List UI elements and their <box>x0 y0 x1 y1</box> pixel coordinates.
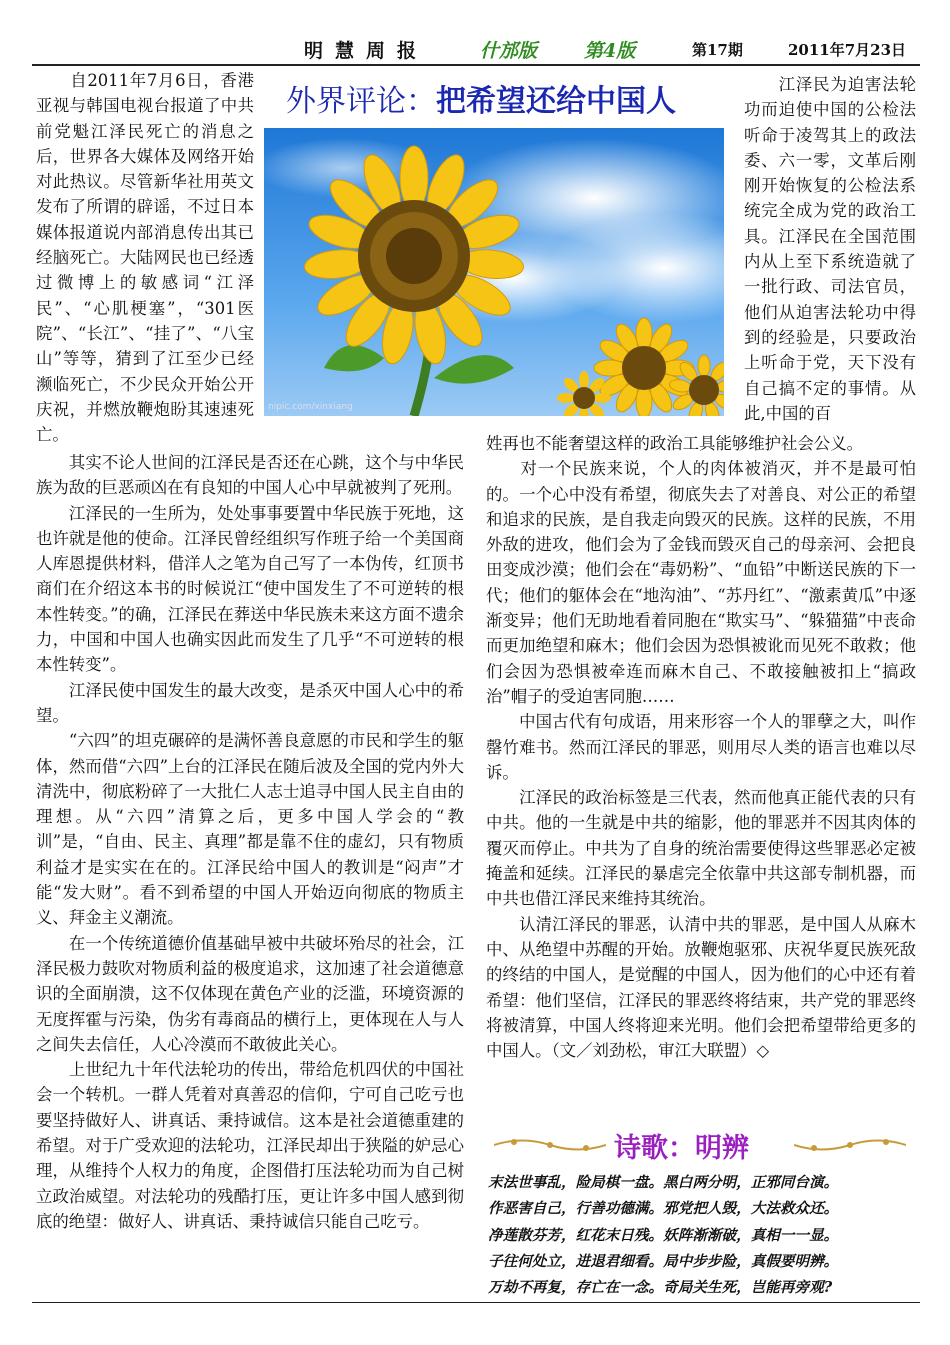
sunflower-photo <box>264 128 724 416</box>
poem-line: 末法世事乱，险局棋一盘。黑白两分明，正邪同台演。 <box>488 1174 839 1191</box>
title-prefix: 外界评论： <box>286 84 436 119</box>
ornament-left-icon <box>494 1136 606 1154</box>
article-intro-right: 江泽民为迫害法轮功而迫使中国的公检法听命于凌驾其上的政法委、六一零，文革后刚刚开始恢复的公检法系统完全成为党的政治工具。江泽民在全国范围内从上至下系统造就了一批行政、司法官员，他们从迫害法轮功中得到的经验是，只要政治上听命于党，天下没有自己搞不定的事情。从此,中国的百 <box>744 75 916 423</box>
newspaper-name: 明慧周报 <box>304 40 429 62</box>
issue-date: 2011年7月23日 <box>788 41 907 59</box>
poem-body <box>488 1170 918 1301</box>
poem-header <box>484 1126 916 1164</box>
title-main: 把希望还给中国人 <box>436 84 676 119</box>
poem-line: 净莲散芬芳，红花末日残。妖阵渐渐破，真相一一显。 <box>488 1226 839 1244</box>
article-body-left: 其实不论人世间的江泽民是否还在心跳，这个与中华民族为敌的巨恶顽凶在有良知的中国人心中早就被判了死刑。 江泽民的一生所为，处处事事要置中华民族于死地，这也许就是他的使命。江泽民曾经组织写作班子给一个美国商人库恩提供材料，借洋人之笔为自己写了一本伪传，红顶书商们在介绍这本书的时候说江“使中国发生了不可逆转的根本性转变。”的确，江泽民在葬送中华民族未来这方面不遗余力，中国和中国人也确实因此而发生了几乎“不可逆转的根本性转变”。 江泽民使中国发生的最大改变，是杀灭中国人心中的希望。 “六四”的坦克碾碎的是满怀善良意愿的市民和学生的躯体，然而借“六四”上台的江泽民在随后波及全国的党内外大清洗中，彻底粉碎了一大批仁人志士追寻中国人民主自由的理想。从“六四”清算之后，更多中国人学会的“教训”是，“自由、民主、真理”都是靠不住的虚幻，只有物质利益才是实实在在的。江泽民给中国人的教训是“闷声”才能“发大财”。看不到希望的中国人开始迈向彻底的物质主义、拜金主义潮流。 在一个传统道德价值基础早被中共破坏殆尽的社会，江泽民极力鼓吹对物质利益的极度追求，这加速了社会道德意识的全面崩溃，这不仅体现在黄色产业的泛滥，环境资源的无度挥霍与污染，伪劣有毒商品的横行上，更体现在人与人之间失去信任，人心冷漠而不敢彼此关心。 上世纪九十年代法轮功的传出，带给危机四伏的中国社会一个转机。一群人凭着对真善忍的信仰，宁可自己吃亏也要坚持做好人、讲真话、秉持诚信。这本是社会道德重建的希望。对于广受欢迎的法轮功，江泽民却出于狭隘的妒忌心理，从维持个人权力的角度，企图借打压法轮功而为自己树立政治威望。对法轮功的残酷打压，更让许多中国人感到彻底的绝望：做好人、讲真话、秉持诚信只能自己吃亏。 <box>36 453 464 1231</box>
edition-label: 什邡版 <box>480 40 538 62</box>
photo-watermark: nipic.com/xinxiang <box>268 402 353 412</box>
ornament-right-icon <box>794 1136 906 1154</box>
poem-title: 诗歌：明辨 <box>614 1133 749 1164</box>
poem-line: 子往何处立，进退君细看。局中步步险，真假要明辨。 <box>488 1252 839 1270</box>
article-body-right: 姓再也不能奢望这样的政治工具能够维护社会公义。 对一个民族来说，个人的肉体被消灭，并不是最可怕的。一个心中没有希望，彻底失去了对善良、对公正的希望和追求的民族，是自我走向毁灭的民族。这样的民族，不用外敌的进攻，他们会为了金钱而毁灭自己的母亲河、会把良田变成沙漠；他们会在“毒奶粉”、“血铅”中断送民族的下一代；他们的躯体会在“地沟油”、“苏丹红”、“激素黄瓜”中逐渐变异；他们无助地看着同胞在“欺实马”、“躲猫猫”中丧命而更加绝望和麻木；他们会因为恐惧被讹而见死不敢救；他们会因为恐惧被牵连而麻木自己、不敢接触被扣上“搞政治”帽子的受迫害同胞…… 中国古代有句成语，用来形容一个人的罪孽之大，叫作罄竹难书。然而江泽民的罪恶，则用尽人类的语言也难以尽诉。 江泽民的政治标签是三代表，然而他真正能代表的只有中共。他的一生就是中共的缩影，他的罪恶并不因其肉体的覆灭而停止。中共为了自身的统治需要使得这些罪恶必定被掩盖和延续。江泽民的暴虐完全依靠中共这部专制机器，而中共也借江泽民来维持其统治。 认清江泽民的罪恶，认清中共的罪恶，是中国人从麻木中、从绝望中苏醒的开始。放鞭炮驱邪、庆祝华夏民族死敌的终结的中国人，是觉醒的中国人，因为他们的心中还有着希望：他们坚信，江泽民的罪恶终将结束，共产党的罪恶终将被清算，中国人终将迎来光明。他们会把希望带给更多的中国人。（文／刘劲松，审江大联盟）◇ <box>486 434 916 1061</box>
masthead <box>32 36 920 66</box>
page-label: 第4版 <box>584 40 636 62</box>
article-title <box>286 76 676 120</box>
article-intro-left: 自2011年7月6日，香港亚视与韩国电视台报道了中共前党魁江泽民死亡的消息之后，世界各大媒体及网络开始对此热议。尽管新华社用英文发布了所谓的辟谣，不过日本媒体报道说内部消息传出其已经脑死亡。大陆网民也已经透过微博上的敏感词“江泽民”、“心肌梗塞”，“301医院”、“长江”、“挂了”、“八宝山”等等，猜到了江至少已经濒临死亡，不少民众开始公开庆祝，并燃放鞭炮盼其速速死亡。 <box>36 71 254 445</box>
footer-rule <box>32 1302 920 1303</box>
poem-line: 作恶害自己，行善功德满。邪党把人毁，大法救众还。 <box>488 1200 839 1218</box>
issue-number: 第17期 <box>692 41 743 59</box>
poem-line: 万劫不再复，存亡在一念。奇局关生死，岂能再旁观? <box>488 1279 833 1297</box>
